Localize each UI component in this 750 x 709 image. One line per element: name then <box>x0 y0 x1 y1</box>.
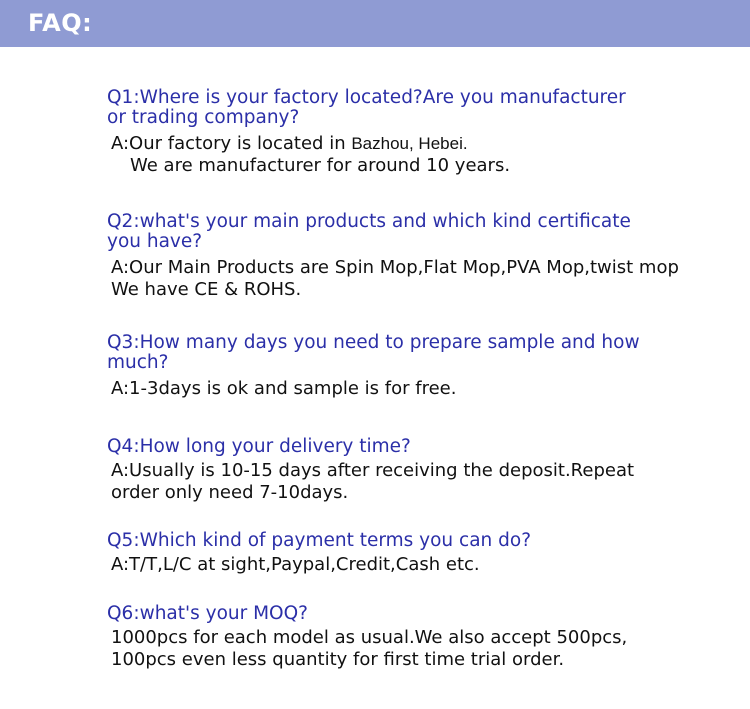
faq-question-3: Q3:How many days you need to prepare sample and how much? <box>107 332 640 373</box>
faq-answer-6: 1000pcs for each model as usual.We also accept 500pcs, 100pcs even less quantity for first time trial order. <box>111 627 628 670</box>
faq-answer-1-prefix: A:Our factory is located in <box>111 133 352 154</box>
faq-question-2: Q2:what's your main products and which kind certificate you have? <box>107 211 631 252</box>
faq-answer-4: A:Usually is 10-15 days after receiving the deposit.Repeat order only need 7-10days. <box>111 460 635 503</box>
faq-header-bar <box>0 0 750 47</box>
faq-answer-3: A:1-3days is ok and sample is for free. <box>111 378 457 399</box>
faq-answer-5: A:T/T,L/C at sight,Paypal,Credit,Cash etc. <box>111 554 480 575</box>
faq-question-5: Q5:Which kind of payment terms you can do? <box>107 530 532 551</box>
faq-question-4: Q4:How long your delivery time? <box>107 436 411 457</box>
faq-answer-2: A:Our Main Products are Spin Mop,Flat Mop,PVA Mop,twist mop We have CE & ROHS. <box>111 257 679 300</box>
faq-answer-1-location: Bazhou, Hebei. <box>351 134 468 153</box>
faq-question-6: Q6:what's your MOQ? <box>107 603 308 624</box>
faq-answer-1-line2: We are manufacturer for around 10 years. <box>130 155 511 176</box>
faq-question-1: Q1:Where is your factory located?Are you manufacturer or trading company? <box>107 87 626 128</box>
faq-answer-1 <box>111 133 747 177</box>
faq-title: FAQ: <box>28 9 93 37</box>
